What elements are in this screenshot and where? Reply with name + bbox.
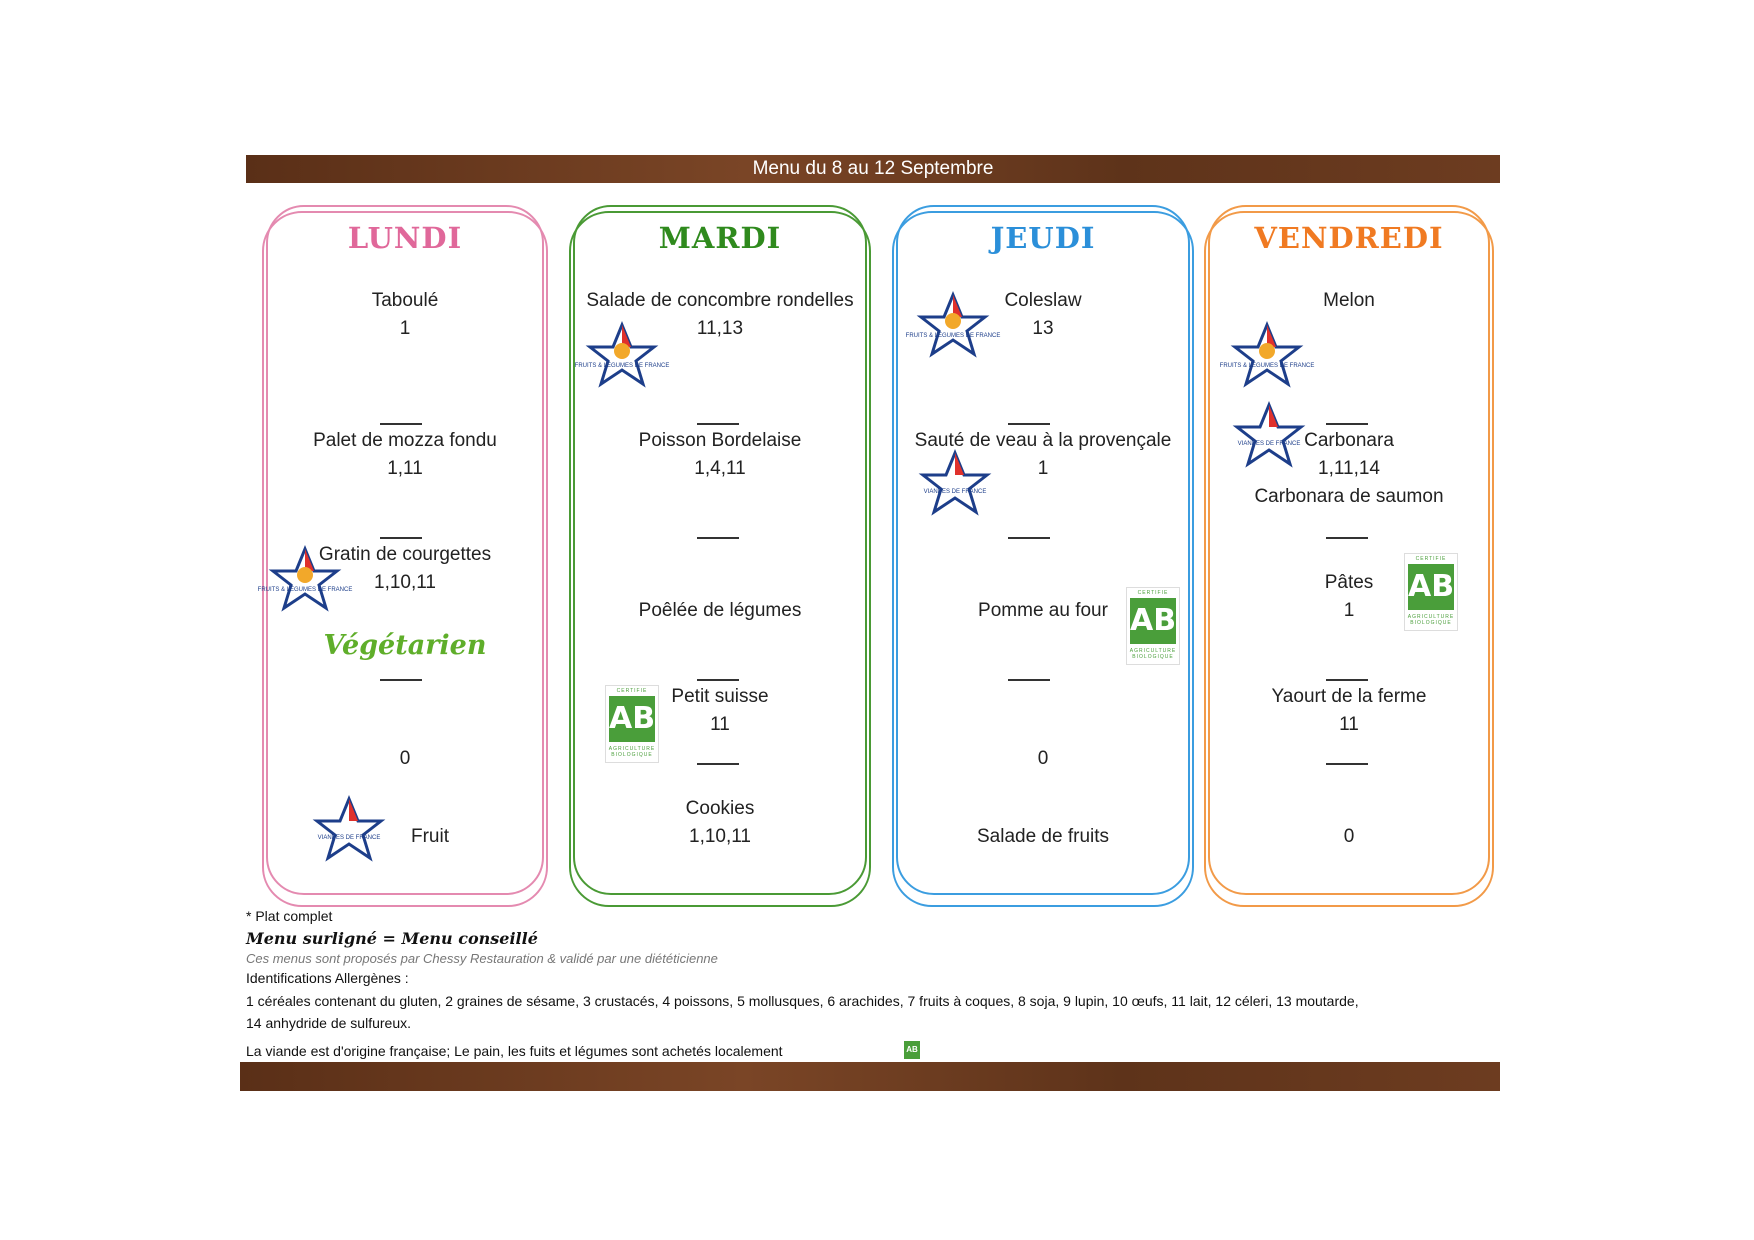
logo-text: CERTIFIE bbox=[1137, 590, 1169, 596]
separator bbox=[697, 763, 739, 765]
separator bbox=[1326, 679, 1368, 681]
column-mardi bbox=[573, 205, 867, 895]
fruits-legumes-de-france-logo bbox=[574, 321, 670, 391]
logo-text: AGRICULTURE BIOLOGIQUE bbox=[1407, 614, 1455, 626]
dish-name: Pomme au four bbox=[978, 600, 1108, 621]
fruits-legumes-de-france-logo bbox=[257, 545, 353, 615]
dish-allergens: 1,10,11 bbox=[374, 572, 436, 593]
dish-name: Carbonara bbox=[1304, 430, 1394, 451]
agriculture-biologique-logo bbox=[1404, 553, 1458, 631]
separator bbox=[1008, 537, 1050, 539]
dish-name: Taboulé bbox=[371, 290, 439, 311]
origin-note: La viande est d'origine française; Le pain, les fuits et légumes sont achetés localement bbox=[246, 1043, 783, 1059]
column-vendredi bbox=[1208, 205, 1490, 895]
dish-allergens: 1,4,11 bbox=[694, 458, 746, 479]
ab-mark: AB bbox=[609, 696, 655, 742]
menu-title: Menu du 8 au 12 Septembre bbox=[752, 158, 994, 179]
dish-allergens: 1 bbox=[399, 318, 411, 339]
dish-allergens: 0 bbox=[1343, 826, 1355, 847]
logo-text: VIANDES DE FRANCE bbox=[923, 489, 987, 495]
dish-allergens: 0 bbox=[399, 748, 411, 769]
separator bbox=[697, 423, 739, 425]
dish-name: Carbonara de saumon bbox=[1254, 486, 1444, 507]
dish-name: Cookies bbox=[685, 798, 755, 819]
separator bbox=[1008, 679, 1050, 681]
dish-name: Poêlée de légumes bbox=[638, 600, 802, 621]
separator bbox=[1326, 763, 1368, 765]
dish-allergens: 1,10,11 bbox=[689, 826, 751, 847]
menu-conseille-note: Menu surligné = Menu conseillé bbox=[246, 929, 538, 948]
ab-small-logo: AB bbox=[904, 1041, 920, 1059]
plat-complet-note: * Plat complet bbox=[246, 908, 333, 924]
separator bbox=[697, 537, 739, 539]
dish-allergens: 11 bbox=[710, 714, 730, 735]
logo-text: FRUITS & LÉGUMES DE FRANCE bbox=[574, 363, 670, 369]
dish-allergens: 13 bbox=[1032, 318, 1054, 339]
day-title: LUNDI bbox=[347, 221, 463, 255]
viandes-de-france-logo bbox=[314, 795, 384, 865]
dish-name: Poisson Bordelaise bbox=[638, 430, 802, 451]
dish-name: Petit suisse bbox=[671, 686, 769, 707]
day-title: MARDI bbox=[658, 221, 782, 255]
viandes-de-france-logo bbox=[920, 449, 990, 519]
dish-allergens: 11 bbox=[1339, 714, 1359, 735]
dish-name: Palet de mozza fondu bbox=[313, 430, 497, 451]
agriculture-biologique-logo bbox=[605, 685, 659, 763]
ab-mark: AB bbox=[1408, 564, 1454, 610]
vegetarien-badge: Végétarien bbox=[323, 630, 487, 661]
dish-allergens: 1 bbox=[1343, 600, 1355, 621]
allergen-list: 1 céréales contenant du gluten, 2 graines de sésame, 3 crustacés, 4 poissons, 5 mollusques, 6 arachides, 7 fruits à coques, 8 soja, 9 lupin, 10 œufs, 11 lait, 12 céleri, 13 moutarde, bbox=[246, 993, 1359, 1009]
dish-allergens: 11,13 bbox=[696, 318, 744, 339]
dish-name: Coleslaw bbox=[1004, 290, 1082, 311]
agriculture-biologique-logo bbox=[1126, 587, 1180, 665]
dish-name: Salade de concombre rondelles bbox=[586, 290, 854, 311]
ab-mark: AB bbox=[1130, 598, 1176, 644]
day-title: JEUDI bbox=[990, 221, 1096, 255]
column-lundi bbox=[257, 205, 544, 895]
dish-name: Melon bbox=[1323, 290, 1375, 311]
dish-allergens: 1,11 bbox=[387, 458, 423, 479]
logo-text: FRUITS & LÉGUMES DE FRANCE bbox=[257, 587, 353, 593]
logo-text: AGRICULTURE BIOLOGIQUE bbox=[608, 746, 656, 758]
fruits-legumes-de-france-logo bbox=[1219, 321, 1315, 391]
fruits-legumes-de-france-logo bbox=[905, 291, 1001, 361]
allergen-list-continued: 14 anhydride de sulfureux. bbox=[246, 1015, 411, 1031]
logo-text: CERTIFIE bbox=[1415, 556, 1447, 562]
dish-allergens: 1,11,14 bbox=[1318, 458, 1380, 479]
allergen-title: Identifications Allergènes : bbox=[246, 970, 409, 986]
dish-name: Yaourt de la ferme bbox=[1271, 686, 1427, 707]
separator bbox=[380, 537, 422, 539]
separator bbox=[1008, 423, 1050, 425]
logo-text: VIANDES DE FRANCE bbox=[317, 835, 381, 841]
separator bbox=[1326, 537, 1368, 539]
separator bbox=[697, 679, 739, 681]
footer-bar bbox=[240, 1062, 1500, 1091]
menu-title-bar bbox=[246, 155, 1500, 183]
column-jeudi bbox=[896, 205, 1190, 895]
logo-text: FRUITS & LÉGUMES DE FRANCE bbox=[1219, 363, 1315, 369]
logo-text: AGRICULTURE BIOLOGIQUE bbox=[1129, 648, 1177, 660]
dish-name: Fruit bbox=[411, 826, 449, 847]
dish-allergens: 1 bbox=[1037, 458, 1049, 479]
day-title: VENDREDI bbox=[1254, 221, 1444, 255]
propose-note: Ces menus sont proposés par Chessy Restauration & validé par une diététicienne bbox=[246, 951, 718, 966]
dish-name: Salade de fruits bbox=[976, 826, 1110, 847]
dish-name: Pâtes bbox=[1324, 572, 1374, 593]
dish-allergens: 0 bbox=[1037, 748, 1049, 769]
dish-name: Gratin de courgettes bbox=[318, 544, 492, 565]
logo-text: FRUITS & LÉGUMES DE FRANCE bbox=[905, 333, 1001, 339]
logo-text: VIANDES DE FRANCE bbox=[1237, 441, 1301, 447]
separator bbox=[1326, 423, 1368, 425]
dish-name: Sauté de veau à la provençale bbox=[914, 430, 1172, 451]
logo-text: CERTIFIE bbox=[616, 688, 648, 694]
viandes-de-france-logo bbox=[1234, 401, 1304, 471]
separator bbox=[380, 423, 422, 425]
separator bbox=[380, 679, 422, 681]
